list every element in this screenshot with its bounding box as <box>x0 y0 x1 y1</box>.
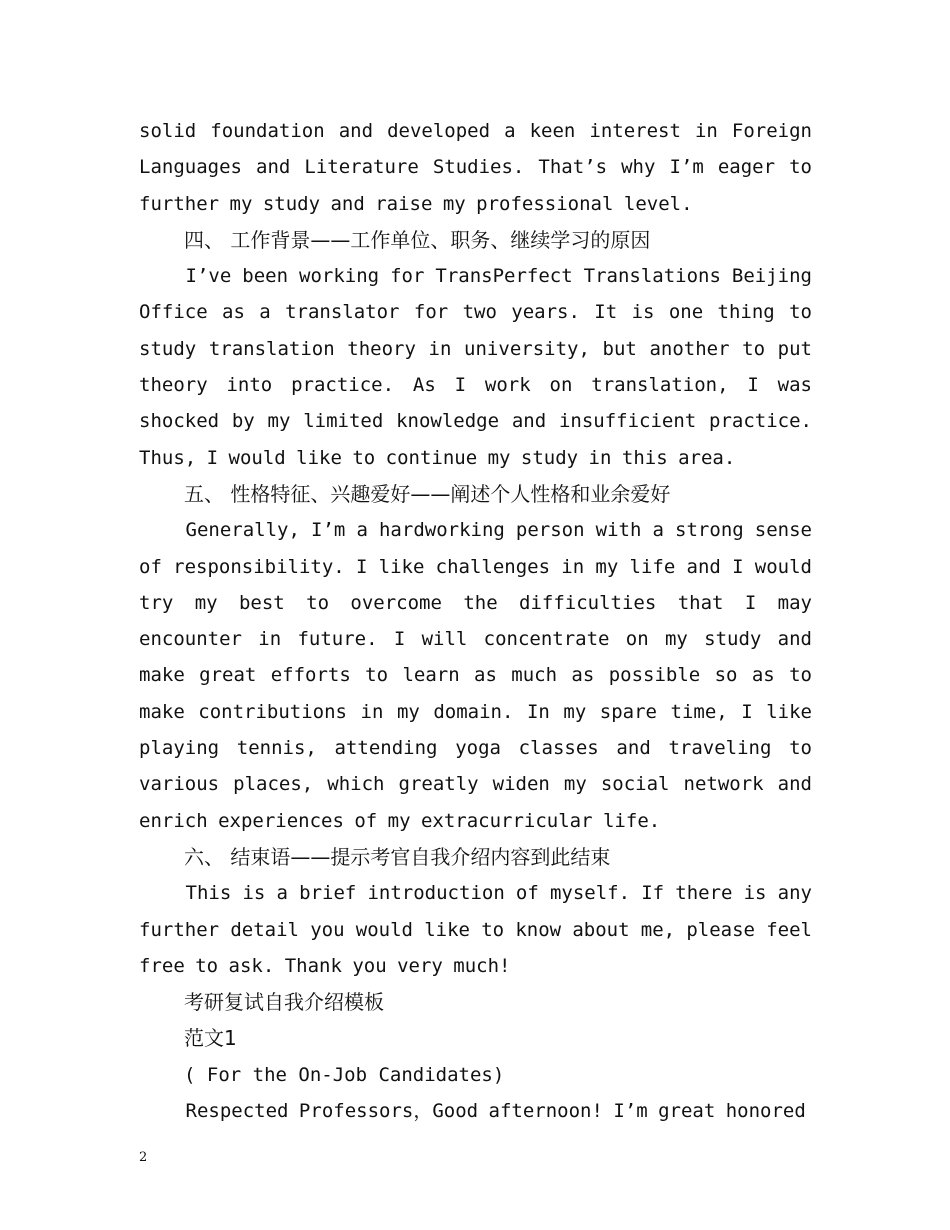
page-number: 2 <box>139 1150 148 1165</box>
heading-work-background: 四、 工作背景——工作单位、职务、继续学习的原因 <box>184 227 651 252</box>
template-title: 考研复试自我介绍模板 <box>184 990 384 1015</box>
paragraph-personality-interests: Generally, I’m a hardworking person with a strong sense of responsibility. I like challenges in my life and I would try my best to overcome the difficulties that I may encounter in future. I will concentrate on my study and make great efforts to learn as much as possible so as to make contributions in my domain. In my spare time, I like playing tennis, attending yoga classes and traveling to various places, which greatly widen my social network and enrich experiences of my extracurricular life. <box>139 519 812 832</box>
heading-closing: 六、 结束语——提示考官自我介绍内容到此结束 <box>184 844 611 869</box>
paragraph-closing: This is a brief introduction of myself. If there is any further detail you would like to know about me, please feel free to ask. Thank you very much! <box>139 882 812 977</box>
sample-label: 范文1 <box>184 1026 237 1051</box>
candidate-type-label: ( For the On-Job Candidates) <box>184 1063 505 1086</box>
paragraph-foundation: solid foundation and developed a keen interest in Foreign Languages and Literature Studies. That’s why I’m eager to further my study and raise my professional level. <box>139 120 812 215</box>
paragraph-work-background: I’ve been working for TransPerfect Translations Beijing Office as a translator for two years. It is one thing to study translation theory in university, but another to put theory into practice. As I work on translation, I was shocked by my limited knowledge and insufficient practice. Thus, I would like to continue my study in this area. <box>139 265 812 469</box>
heading-personality-interests: 五、 性格特征、兴趣爱好——阐述个人性格和业余爱好 <box>184 481 671 506</box>
paragraph-greeting: Respected Professors，Good afternoon! I’m great honored <box>185 1100 806 1123</box>
page-content <box>139 113 812 1129</box>
